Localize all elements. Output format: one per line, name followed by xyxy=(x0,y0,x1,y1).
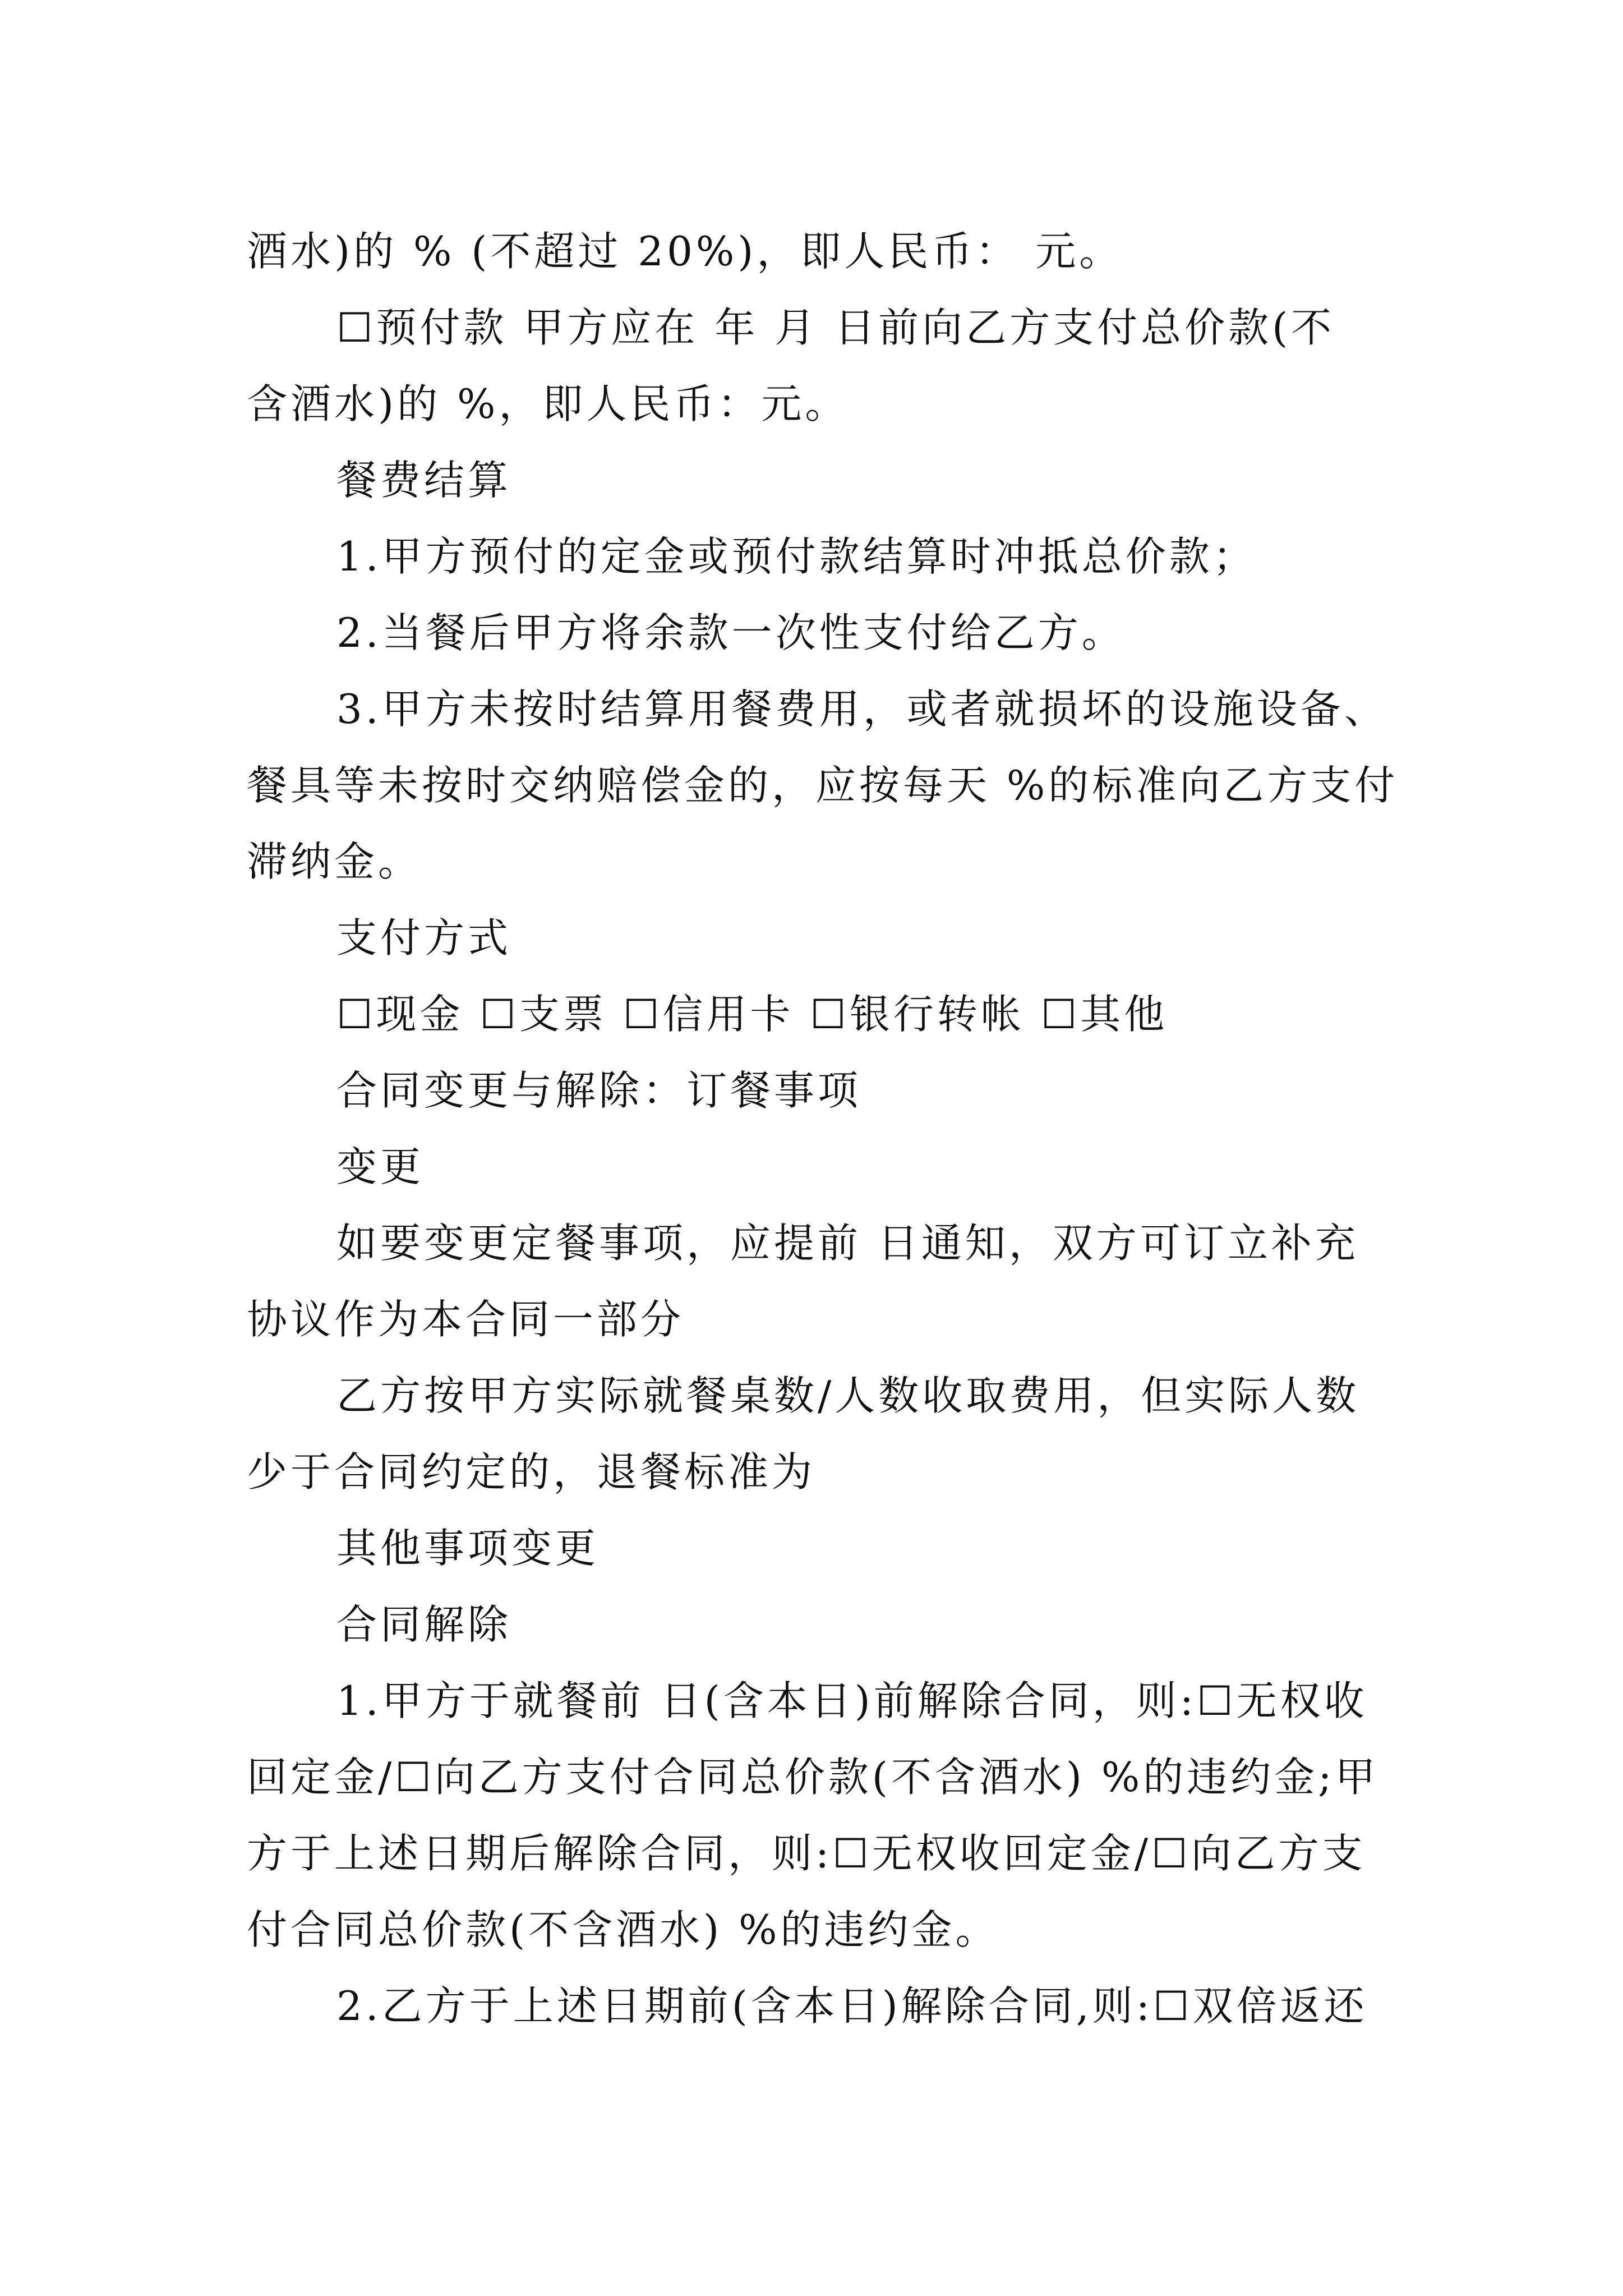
text-line: 2.乙方于上述日期前(含本日)解除合同,则:☐双倍返还 xyxy=(336,1982,1368,2030)
text-line: 含酒水)的 %，即人民币：元。 xyxy=(247,380,849,427)
text-line: ☐预付款 甲方应在 年 月 日前向乙方支付总价款(不 xyxy=(336,304,1335,351)
section-heading: 合同解除 xyxy=(336,1601,512,1648)
text-line: 餐具等未按时交纳赔偿金的，应按每天 %的标准向乙方支付 xyxy=(247,762,1399,809)
text-line: 2.当餐后甲方将余款一次性支付给乙方。 xyxy=(336,609,1126,656)
text-line: 1.甲方于就餐前 日(含本日)前解除合同，则:☐无权收 xyxy=(336,1677,1368,1724)
document-body xyxy=(247,213,1399,2044)
text-line: 滞纳金。 xyxy=(247,838,422,885)
text-line: 方于上述日期后解除合同，则:☐无权收回定金/☐向乙方支 xyxy=(247,1830,1366,1877)
payment-options-line: ☐现金 ☐支票 ☐信用卡 ☐银行转帐 ☐其他 xyxy=(336,991,1168,1038)
text-line: 酒水)的 % (不超过 20%)，即人民币： 元。 xyxy=(247,228,1123,275)
section-heading: 餐费结算 xyxy=(336,457,512,504)
section-heading: 合同变更与解除：订餐事项 xyxy=(336,1067,862,1114)
section-heading: 变更 xyxy=(336,1143,425,1190)
text-line: 1.甲方预付的定金或预付款结算时冲抵总价款； xyxy=(336,533,1257,580)
text-line: 如要变更定餐事项，应提前 日通知，双方可订立补充 xyxy=(336,1220,1359,1267)
text-line: 回定金/☐向乙方支付合同总价款(不含酒水) %的违约金;甲 xyxy=(247,1754,1379,1801)
section-heading: 其他事项变更 xyxy=(336,1525,600,1572)
text-line: 3.甲方未按时结算用餐费用，或者就损坏的设施设备、 xyxy=(336,685,1388,733)
text-line: 协议作为本合同一部分 xyxy=(247,1296,685,1343)
text-line: 少于合同约定的，退餐标准为 xyxy=(247,1448,816,1496)
section-heading: 支付方式 xyxy=(336,914,512,961)
text-line: 乙方按甲方实际就餐桌数/人数收取费用，但实际人数 xyxy=(336,1372,1360,1419)
text-line: 付合同总价款(不含酒水) %的违约金。 xyxy=(247,1906,999,1953)
